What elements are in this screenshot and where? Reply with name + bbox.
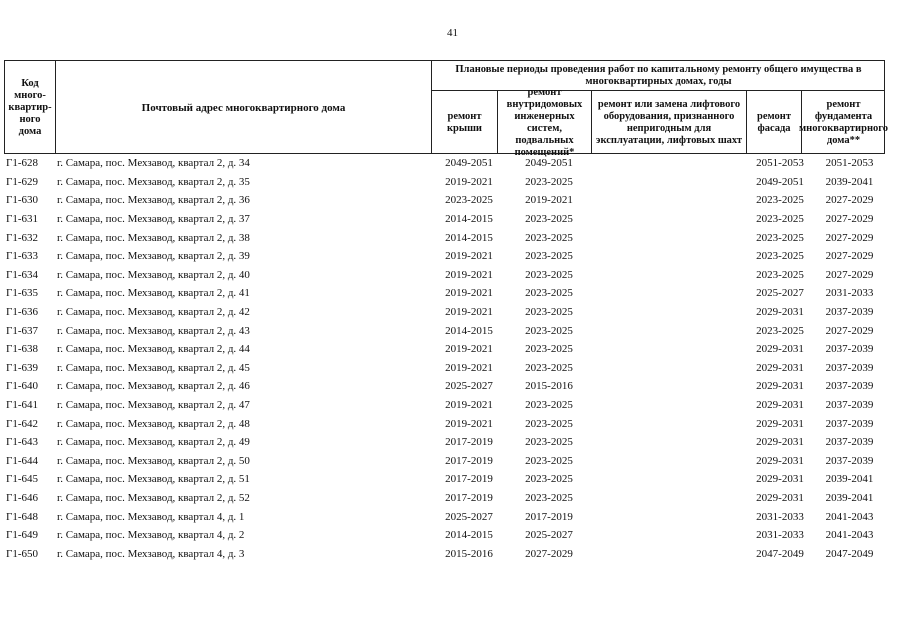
cell-address: г. Самара, пос. Мехзавод, квартал 2, д. 40 (57, 268, 250, 281)
cell-lift (591, 154, 746, 173)
cell-roof: 2019-2021 (445, 268, 493, 281)
cell-foundation: 2037-2039 (825, 417, 874, 430)
cell-internal: 2023-2025 (525, 306, 573, 319)
cell-internal: 2049-2051 (525, 157, 573, 170)
header-lift: ремонт или замена лифтового оборудования, признанного непригодным для эксплуатации, лифтовых шахт (591, 90, 746, 154)
table-row (4, 228, 885, 247)
cell-lift (591, 396, 746, 415)
cell-foundation: 2037-2039 (825, 436, 874, 449)
cell-internal: 2023-2025 (525, 250, 573, 263)
cell-address: г. Самара, пос. Мехзавод, квартал 2, д. 37 (57, 213, 250, 226)
cell-code: Г1-643 (6, 436, 39, 449)
cell-internal: 2023-2025 (525, 473, 573, 486)
cell-roof: 2014-2015 (445, 529, 493, 542)
table-row (4, 154, 885, 173)
cell-internal: 2019-2021 (525, 194, 573, 207)
table-row (4, 414, 885, 433)
cell-roof: 2017-2019 (445, 436, 493, 449)
cell-internal: 2027-2029 (525, 547, 573, 560)
table-row (4, 507, 885, 526)
cell-lift (591, 247, 746, 266)
cell-facade: 2023-2025 (756, 268, 804, 281)
cell-facade: 2029-2031 (756, 473, 804, 486)
table-row (4, 377, 885, 396)
cell-address: г. Самара, пос. Мехзавод, квартал 2, д. 38 (57, 231, 250, 244)
cell-address: г. Самара, пос. Мехзавод, квартал 4, д. 3 (57, 547, 245, 560)
cell-facade: 2029-2031 (756, 417, 804, 430)
cell-code: Г1-628 (6, 157, 39, 170)
cell-foundation: 2031-2033 (825, 287, 874, 300)
cell-foundation: 2027-2029 (825, 250, 874, 263)
cell-facade: 2031-2033 (756, 529, 804, 542)
table-row (4, 247, 885, 266)
header-foundation: ремонт фундамента многоквартирного дома** (801, 90, 885, 154)
cell-address: г. Самара, пос. Мехзавод, квартал 2, д. 43 (57, 324, 250, 337)
cell-lift (591, 321, 746, 340)
header-address: Почтовый адрес многоквартирного дома (55, 60, 431, 154)
cell-facade: 2023-2025 (756, 194, 804, 207)
cell-internal: 2025-2027 (525, 529, 573, 542)
cell-roof: 2019-2021 (445, 343, 493, 356)
cell-facade: 2049-2051 (756, 175, 804, 188)
cell-roof: 2015-2016 (445, 547, 493, 560)
cell-lift (591, 470, 746, 489)
table-row (4, 433, 885, 452)
cell-roof: 2014-2015 (445, 324, 493, 337)
cell-lift (591, 507, 746, 526)
cell-lift (591, 414, 746, 433)
cell-code: Г1-640 (6, 380, 39, 393)
table-row (4, 284, 885, 303)
page-number: 41 (447, 27, 458, 39)
table-row (4, 266, 885, 285)
cell-lift (591, 303, 746, 322)
cell-foundation: 2037-2039 (825, 306, 874, 319)
table-row (4, 396, 885, 415)
table-row (4, 452, 885, 471)
cell-lift (591, 359, 746, 378)
header-internal-systems: ремонт внутридомовых инженерных систем, подвальных помещений* (497, 90, 591, 154)
cell-internal: 2023-2025 (525, 436, 573, 449)
cell-internal: 2023-2025 (525, 175, 573, 188)
cell-code: Г1-629 (6, 175, 39, 188)
cell-address: г. Самара, пос. Мехзавод, квартал 4, д. 2 (57, 529, 245, 542)
cell-code: Г1-644 (6, 454, 39, 467)
cell-roof: 2017-2019 (445, 473, 493, 486)
cell-facade: 2029-2031 (756, 380, 804, 393)
cell-roof: 2019-2021 (445, 250, 493, 263)
cell-foundation: 2041-2043 (825, 529, 874, 542)
cell-lift (591, 544, 746, 563)
table-row (4, 526, 885, 545)
cell-facade: 2029-2031 (756, 361, 804, 374)
cell-facade: 2047-2049 (756, 547, 804, 560)
cell-address: г. Самара, пос. Мехзавод, квартал 4, д. 1 (57, 510, 245, 523)
cell-facade: 2023-2025 (756, 231, 804, 244)
cell-code: Г1-648 (6, 510, 39, 523)
cell-foundation: 2039-2041 (825, 491, 874, 504)
cell-roof: 2014-2015 (445, 213, 493, 226)
cell-roof: 2014-2015 (445, 231, 493, 244)
cell-code: Г1-631 (6, 213, 39, 226)
cell-facade: 2023-2025 (756, 250, 804, 263)
cell-roof: 2017-2019 (445, 454, 493, 467)
cell-code: Г1-630 (6, 194, 39, 207)
cell-code: Г1-632 (6, 231, 39, 244)
cell-address: г. Самара, пос. Мехзавод, квартал 2, д. 48 (57, 417, 250, 430)
cell-facade: 2023-2025 (756, 324, 804, 337)
cell-internal: 2023-2025 (525, 343, 573, 356)
cell-address: г. Самара, пос. Мехзавод, квартал 2, д. 41 (57, 287, 250, 300)
cell-foundation: 2039-2041 (825, 175, 874, 188)
cell-foundation: 2027-2029 (825, 194, 874, 207)
cell-code: Г1-635 (6, 287, 39, 300)
cell-address: г. Самара, пос. Мехзавод, квартал 2, д. 52 (57, 491, 250, 504)
cell-code: Г1-636 (6, 306, 39, 319)
header-roof: ремонт крыши (431, 90, 497, 154)
cell-internal: 2023-2025 (525, 399, 573, 412)
cell-facade: 2031-2033 (756, 510, 804, 523)
cell-code: Г1-645 (6, 473, 39, 486)
cell-internal: 2017-2019 (525, 510, 573, 523)
cell-internal: 2023-2025 (525, 287, 573, 300)
cell-internal: 2023-2025 (525, 417, 573, 430)
cell-internal: 2023-2025 (525, 491, 573, 504)
cell-roof: 2049-2051 (445, 157, 493, 170)
header-facade: ремонт фасада (746, 90, 801, 154)
table-row (4, 544, 885, 563)
cell-lift (591, 526, 746, 545)
cell-internal: 2023-2025 (525, 231, 573, 244)
cell-facade: 2025-2027 (756, 287, 804, 300)
table-row (4, 191, 885, 210)
cell-roof: 2019-2021 (445, 306, 493, 319)
cell-foundation: 2037-2039 (825, 454, 874, 467)
cell-code: Г1-641 (6, 399, 39, 412)
cell-address: г. Самара, пос. Мехзавод, квартал 2, д. 35 (57, 175, 250, 188)
cell-address: г. Самара, пос. Мехзавод, квартал 2, д. 45 (57, 361, 250, 374)
cell-lift (591, 489, 746, 508)
table-row (4, 359, 885, 378)
cell-roof: 2023-2025 (445, 194, 493, 207)
table-row (4, 321, 885, 340)
table-row (4, 303, 885, 322)
table-row (4, 470, 885, 489)
cell-code: Г1-639 (6, 361, 39, 374)
cell-internal: 2023-2025 (525, 454, 573, 467)
cell-internal: 2015-2016 (525, 380, 573, 393)
cell-internal: 2023-2025 (525, 213, 573, 226)
cell-lift (591, 228, 746, 247)
cell-foundation: 2037-2039 (825, 343, 874, 356)
cell-foundation: 2047-2049 (825, 547, 874, 560)
cell-lift (591, 173, 746, 192)
cell-roof: 2017-2019 (445, 491, 493, 504)
cell-roof: 2025-2027 (445, 380, 493, 393)
table-row (4, 210, 885, 229)
cell-address: г. Самара, пос. Мехзавод, квартал 2, д. 34 (57, 157, 250, 170)
cell-roof: 2025-2027 (445, 510, 493, 523)
table-row (4, 173, 885, 192)
cell-lift (591, 284, 746, 303)
cell-address: г. Самара, пос. Мехзавод, квартал 2, д. 42 (57, 306, 250, 319)
cell-address: г. Самара, пос. Мехзавод, квартал 2, д. 39 (57, 250, 250, 263)
cell-foundation: 2037-2039 (825, 399, 874, 412)
cell-address: г. Самара, пос. Мехзавод, квартал 2, д. 49 (57, 436, 250, 449)
cell-address: г. Самара, пос. Мехзавод, квартал 2, д. 47 (57, 399, 250, 412)
cell-address: г. Самара, пос. Мехзавод, квартал 2, д. 46 (57, 380, 250, 393)
data-table (4, 154, 885, 563)
table-row (4, 489, 885, 508)
cell-lift (591, 340, 746, 359)
cell-facade: 2023-2025 (756, 213, 804, 226)
cell-roof: 2019-2021 (445, 399, 493, 412)
cell-foundation: 2037-2039 (825, 361, 874, 374)
cell-code: Г1-633 (6, 250, 39, 263)
table-row (4, 340, 885, 359)
cell-foundation: 2039-2041 (825, 473, 874, 486)
cell-roof: 2019-2021 (445, 287, 493, 300)
header-periods-group: Плановые периоды проведения работ по капитальному ремонту общего имущества в многоквартирных домах, годы (431, 60, 885, 90)
cell-foundation: 2041-2043 (825, 510, 874, 523)
cell-facade: 2029-2031 (756, 491, 804, 504)
cell-code: Г1-637 (6, 324, 39, 337)
cell-foundation: 2027-2029 (825, 231, 874, 244)
cell-address: г. Самара, пос. Мехзавод, квартал 2, д. 36 (57, 194, 250, 207)
cell-lift (591, 210, 746, 229)
cell-facade: 2029-2031 (756, 436, 804, 449)
cell-facade: 2029-2031 (756, 454, 804, 467)
cell-foundation: 2051-2053 (825, 157, 874, 170)
cell-address: г. Самара, пос. Мехзавод, квартал 2, д. 51 (57, 473, 250, 486)
cell-code: Г1-634 (6, 268, 39, 281)
cell-roof: 2019-2021 (445, 175, 493, 188)
cell-code: Г1-649 (6, 529, 39, 542)
cell-lift (591, 191, 746, 210)
cell-lift (591, 433, 746, 452)
header-code: Код много-квартир-ного дома (4, 60, 55, 154)
cell-foundation: 2037-2039 (825, 380, 874, 393)
cell-code: Г1-642 (6, 417, 39, 430)
cell-lift (591, 377, 746, 396)
cell-roof: 2019-2021 (445, 417, 493, 430)
cell-facade: 2029-2031 (756, 399, 804, 412)
cell-foundation: 2027-2029 (825, 213, 874, 226)
cell-facade: 2051-2053 (756, 157, 804, 170)
cell-internal: 2023-2025 (525, 324, 573, 337)
cell-internal: 2023-2025 (525, 361, 573, 374)
cell-facade: 2029-2031 (756, 343, 804, 356)
cell-facade: 2029-2031 (756, 306, 804, 319)
cell-lift (591, 452, 746, 471)
cell-foundation: 2027-2029 (825, 324, 874, 337)
cell-roof: 2019-2021 (445, 361, 493, 374)
cell-lift (591, 266, 746, 285)
cell-address: г. Самара, пос. Мехзавод, квартал 2, д. 44 (57, 343, 250, 356)
cell-foundation: 2027-2029 (825, 268, 874, 281)
cell-address: г. Самара, пос. Мехзавод, квартал 2, д. 50 (57, 454, 250, 467)
cell-code: Г1-646 (6, 491, 39, 504)
cell-code: Г1-650 (6, 547, 39, 560)
cell-code: Г1-638 (6, 343, 39, 356)
cell-internal: 2023-2025 (525, 268, 573, 281)
